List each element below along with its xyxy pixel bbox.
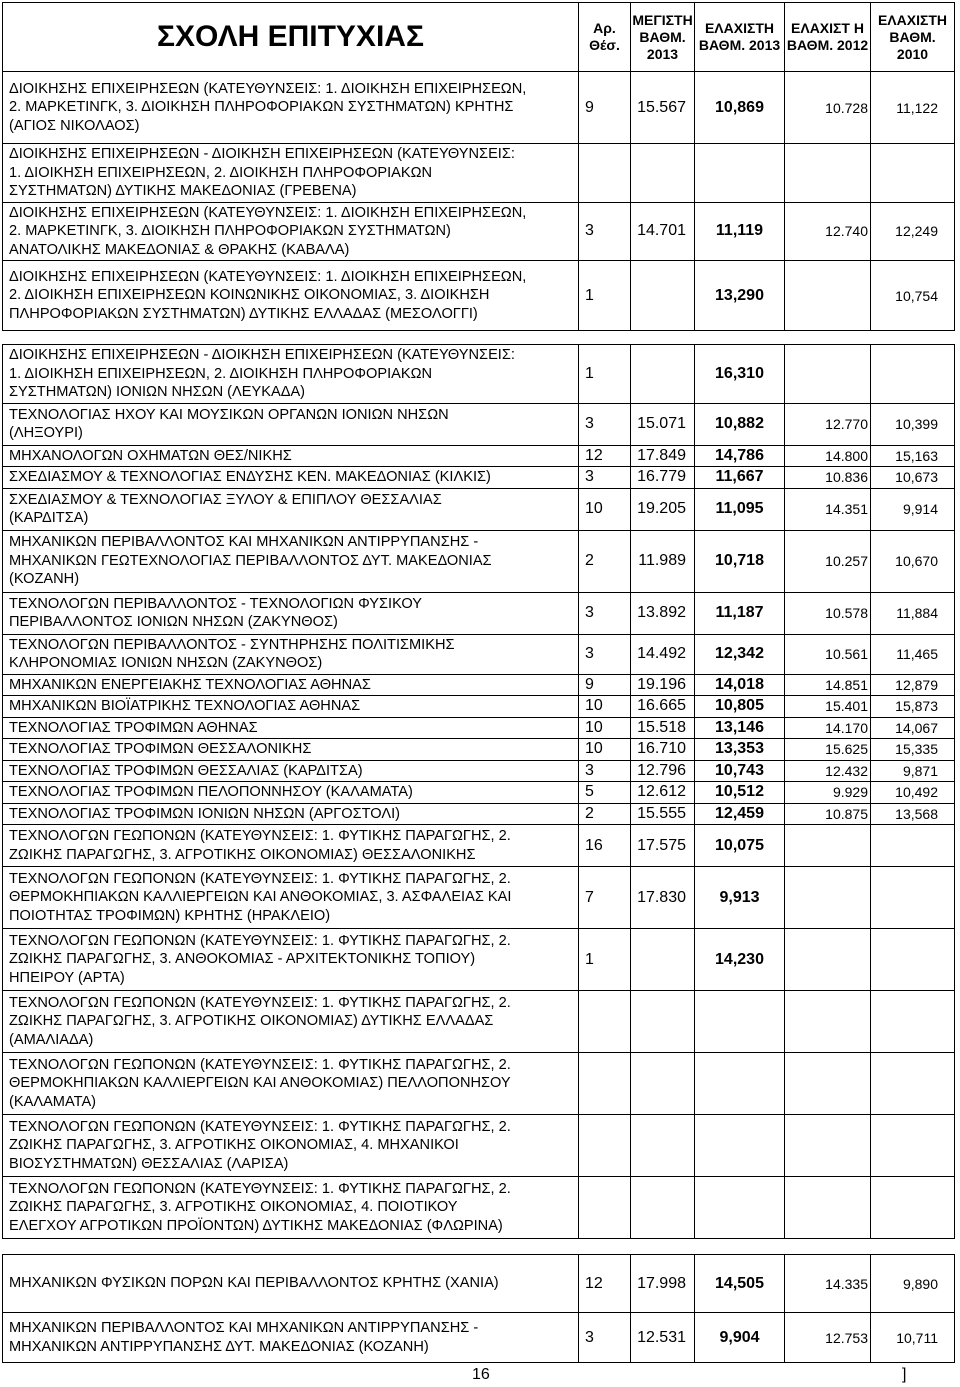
cell-school: ΤΕΧΝΟΛΟΓΩΝ ΠΕΡΙΒΑΛΛΟΝΤΟΣ - ΣΥΝΤΗΡΗΣΗΣ ΠΟΛΙΤΙΣΜΙΚΗΣ ΚΛΗΡΟΝΟΜΙΑΣ ΙΟΝΙΩΝ ΝΗΣΩΝ (ΖΑΚΥΝΘΟΣ) xyxy=(3,634,579,674)
table-row xyxy=(3,261,955,331)
cell-max2013: 14.701 xyxy=(631,202,695,261)
table-row xyxy=(3,674,955,696)
row-gap xyxy=(3,1239,955,1255)
cell-school: ΜΗΧΑΝΙΚΩΝ ΠΕΡΙΒΑΛΛΟΝΤΟΣ ΚΑΙ ΜΗΧΑΝΙΚΩΝ ΑΝΤΙΡΡΥΠΑΝΣΗΣ - ΜΗΧΑΝΙΚΩΝ ΓΕΩΤΕΧΝΟΛΟΓΙΑΣ ΠΕΡΙΒΑΛΛΟΝΤΟΣ ΔΥΤ. ΜΑΚΕΔΟΝΙΑΣ (ΚΟΖΑΝΗ) xyxy=(3,530,579,592)
header-school-title: ΣΧΟΛΗ ΕΠΙΤΥΧΙΑΣ xyxy=(3,3,579,72)
cell-min2012: 10.578 xyxy=(785,592,871,634)
table-row xyxy=(3,696,955,718)
cell-school: ΤΕΧΝΟΛΟΓΩΝ ΓΕΩΠΟΝΩΝ (ΚΑΤΕΥΘΥΝΣΕΙΣ: 1. ΦΥΤΙΚΗΣ ΠΑΡΑΓΩΓΗΣ, 2. ΘΕΡΜΟΚΗΠΙΑΚΩΝ ΚΑΛΛΙΕΡΓΕΙΩΝ ΚΑΙ ΑΝΘΟΚΟΜΙΑΣ, 3. ΑΣΦΑΛΕΙΑΣ ΚΑΙ ΠΟΙΟΤΗΤΑΣ ΤΡΟΦΙΜΩΝ) ΚΡΗΤΗΣ (ΗΡΑΚΛΕΙΟ) xyxy=(3,867,579,929)
cell-min2010: 15,335 xyxy=(871,739,955,761)
cell-min2013: 12,342 xyxy=(695,634,785,674)
cell-school: ΤΕΧΝΟΛΟΓΙΑΣ ΤΡΟΦΙΜΩΝ ΘΕΣΣΑΛΟΝΙΚΗΣ xyxy=(3,739,579,761)
cell-min2010 xyxy=(871,144,955,203)
cell-min2010: 15,873 xyxy=(871,696,955,718)
table-row xyxy=(3,991,955,1053)
cell-rank: 9 xyxy=(579,72,631,144)
cell-min2012: 15.401 xyxy=(785,696,871,718)
table-row xyxy=(3,144,955,203)
cell-max2013: 19.205 xyxy=(631,488,695,530)
table-row xyxy=(3,803,955,825)
cell-min2013: 13,146 xyxy=(695,717,785,739)
cell-min2013: 14,505 xyxy=(695,1255,785,1313)
cell-rank: 1 xyxy=(579,261,631,331)
cell-min2012 xyxy=(785,825,871,867)
cell-rank: 12 xyxy=(579,1255,631,1313)
cell-rank: 3 xyxy=(579,403,631,445)
cell-min2010: 10,711 xyxy=(871,1313,955,1363)
cell-min2012: 14.335 xyxy=(785,1255,871,1313)
cell-max2013 xyxy=(631,144,695,203)
cell-rank: 2 xyxy=(579,803,631,825)
cell-max2013: 13.892 xyxy=(631,592,695,634)
cell-rank: 3 xyxy=(579,760,631,782)
cell-max2013: 19.196 xyxy=(631,674,695,696)
cell-min2012: 12.740 xyxy=(785,202,871,261)
cell-max2013: 16.710 xyxy=(631,739,695,761)
cell-min2010: 10,492 xyxy=(871,782,955,804)
cell-min2013: 10,882 xyxy=(695,403,785,445)
cell-min2012 xyxy=(785,1115,871,1177)
cell-school: ΤΕΧΝΟΛΟΓΩΝ ΓΕΩΠΟΝΩΝ (ΚΑΤΕΥΘΥΝΣΕΙΣ: 1. ΦΥΤΙΚΗΣ ΠΑΡΑΓΩΓΗΣ, 2. ΖΩΙΚΗΣ ΠΑΡΑΓΩΓΗΣ, 3. ΑΓΡΟΤΙΚΗΣ ΟΙΚΟΝΟΜΙΑΣ) ΘΕΣΣΑΛΟΝΙΚΗΣ xyxy=(3,825,579,867)
cell-max2013: 15.518 xyxy=(631,717,695,739)
cell-max2013: 16.779 xyxy=(631,467,695,489)
cell-min2013 xyxy=(695,991,785,1053)
header-rank: Αρ. Θέσ. xyxy=(579,3,631,72)
cell-school: ΤΕΧΝΟΛΟΓΙΑΣ ΗΧΟΥ ΚΑΙ ΜΟΥΣΙΚΩΝ ΟΡΓΑΝΩΝ ΙΟΝΙΩΝ ΝΗΣΩΝ (ΛΗΞΟΥΡΙ) xyxy=(3,403,579,445)
cell-max2013: 17.830 xyxy=(631,867,695,929)
cell-min2012: 12.770 xyxy=(785,403,871,445)
cell-max2013: 17.575 xyxy=(631,825,695,867)
cell-max2013 xyxy=(631,991,695,1053)
cell-rank xyxy=(579,1115,631,1177)
cell-school: ΤΕΧΝΟΛΟΓΙΑΣ ΤΡΟΦΙΜΩΝ ΑΘΗΝΑΣ xyxy=(3,717,579,739)
table-row xyxy=(3,1313,955,1363)
table-row xyxy=(3,739,955,761)
cell-min2013: 9,904 xyxy=(695,1313,785,1363)
cell-school: ΔΙΟΙΚΗΣΗΣ ΕΠΙΧΕΙΡΗΣΕΩΝ (ΚΑΤΕΥΘΥΝΣΕΙΣ: 1. ΔΙΟΙΚΗΣΗ ΕΠΙΧΕΙΡΗΣΕΩΝ, 2. ΜΑΡΚΕΤΙΝΓΚ, 3. ΔΙΟΙΚΗΣΗ ΠΛΗΡΟΦΟΡΙΑΚΩΝ ΣΥΣΤΗΜΑΤΩΝ) ΚΡΗΤΗΣ (ΑΓΙΟΣ ΝΙΚΟΛΑΟΣ) xyxy=(3,72,579,144)
cell-max2013: 12.612 xyxy=(631,782,695,804)
cell-min2010: 9,871 xyxy=(871,760,955,782)
cell-school: ΔΙΟΙΚΗΣΗΣ ΕΠΙΧΕΙΡΗΣΕΩΝ (ΚΑΤΕΥΘΥΝΣΕΙΣ: 1. ΔΙΟΙΚΗΣΗ ΕΠΙΧΕΙΡΗΣΕΩΝ, 2. ΜΑΡΚΕΤΙΝΓΚ, 3. ΔΙΟΙΚΗΣΗ ΠΛΗΡΟΦΟΡΙΑΚΩΝ ΣΥΣΤΗΜΑΤΩΝ) ΑΝΑΤΟΛΙΚΗΣ ΜΑΚΕΔΟΝΙΑΣ & ΘΡΑΚΗΣ (ΚΑΒΑΛΑ) xyxy=(3,202,579,261)
table-row xyxy=(3,634,955,674)
cell-min2010: 11,122 xyxy=(871,72,955,144)
page-bracket: ] xyxy=(902,1366,907,1383)
cell-min2012: 9.929 xyxy=(785,782,871,804)
table-row xyxy=(3,760,955,782)
cell-rank: 3 xyxy=(579,467,631,489)
cell-min2010: 15,163 xyxy=(871,445,955,467)
cell-min2013: 10,743 xyxy=(695,760,785,782)
cell-min2010: 11,465 xyxy=(871,634,955,674)
cell-rank: 7 xyxy=(579,867,631,929)
cell-max2013: 11.989 xyxy=(631,530,695,592)
cell-school: ΤΕΧΝΟΛΟΓΩΝ ΓΕΩΠΟΝΩΝ (ΚΑΤΕΥΘΥΝΣΕΙΣ: 1. ΦΥΤΙΚΗΣ ΠΑΡΑΓΩΓΗΣ, 2. ΘΕΡΜΟΚΗΠΙΑΚΩΝ ΚΑΛΛΙΕΡΓΕΙΩΝ ΚΑΙ ΑΝΘΟΚΟΜΙΑΣ) ΠΕΛΛΟΠΟΝΗΣΟΥ (ΚΑΛΑΜΑΤΑ) xyxy=(3,1053,579,1115)
cell-min2012 xyxy=(785,867,871,929)
cell-school: ΣΧΕΔΙΑΣΜΟΥ & ΤΕΧΝΟΛΟΓΙΑΣ ΕΝΔΥΣΗΣ ΚΕΝ. ΜΑΚΕΔΟΝΙΑΣ (ΚΙΛΚΙΣ) xyxy=(3,467,579,489)
cell-min2010: 9,890 xyxy=(871,1255,955,1313)
cell-min2013: 11,095 xyxy=(695,488,785,530)
header-min-2013: ΕΛΑΧΙΣΤΗ ΒΑΘΜ. 2013 xyxy=(695,3,785,72)
cell-school: ΜΗΧΑΝΙΚΩΝ ΦΥΣΙΚΩΝ ΠΟΡΩΝ ΚΑΙ ΠΕΡΙΒΑΛΛΟΝΤΟΣ ΚΡΗΤΗΣ (ΧΑΝΙΑ) xyxy=(3,1255,579,1313)
cell-rank: 9 xyxy=(579,674,631,696)
cell-max2013: 14.492 xyxy=(631,634,695,674)
cell-school: ΜΗΧΑΝΙΚΩΝ ΠΕΡΙΒΑΛΛΟΝΤΟΣ ΚΑΙ ΜΗΧΑΝΙΚΩΝ ΑΝΤΙΡΡΥΠΑΝΣΗΣ - ΜΗΧΑΝΙΚΩΝ ΑΝΤΙΡΡΥΠΑΝΣΗΣ ΔΥΤ. ΜΑΚΕΔΟΝΙΑΣ (ΚΟΖΑΝΗ) xyxy=(3,1313,579,1363)
cell-school: ΤΕΧΝΟΛΟΓΩΝ ΓΕΩΠΟΝΩΝ (ΚΑΤΕΥΘΥΝΣΕΙΣ: 1. ΦΥΤΙΚΗΣ ΠΑΡΑΓΩΓΗΣ, 2. ΖΩΙΚΗΣ ΠΑΡΑΓΩΓΗΣ, 3. ΑΓΡΟΤΙΚΗΣ ΟΙΚΟΝΟΜΙΑΣ) ΔΥΤΙΚΗΣ ΕΛΛΑΔΑΣ (ΑΜΑΛΙΑΔΑ) xyxy=(3,991,579,1053)
cell-school: ΔΙΟΙΚΗΣΗΣ ΕΠΙΧΕΙΡΗΣΕΩΝ - ΔΙΟΙΚΗΣΗ ΕΠΙΧΕΙΡΗΣΕΩΝ (ΚΑΤΕΥΘΥΝΣΕΙΣ: 1. ΔΙΟΙΚΗΣΗ ΕΠΙΧΕΙΡΗΣΕΩΝ, 2. ΔΙΟΙΚΗΣΗ ΠΛΗΡΟΦΟΡΙΑΚΩΝ ΣΥΣΤΗΜΑΤΩΝ) ΙΟΝΙΩΝ ΝΗΣΩΝ (ΛΕΥΚΑΔΑ) xyxy=(3,345,579,404)
header-min-2010: ΕΛΑΧΙΣΤΗ ΒΑΘΜ. 2010 xyxy=(871,3,955,72)
cell-max2013: 12.531 xyxy=(631,1313,695,1363)
cell-max2013: 15.071 xyxy=(631,403,695,445)
table-row xyxy=(3,72,955,144)
table-row xyxy=(3,1053,955,1115)
cell-min2012 xyxy=(785,144,871,203)
cell-school: ΤΕΧΝΟΛΟΓΙΑΣ ΤΡΟΦΙΜΩΝ ΠΕΛΟΠΟΝΝΗΣΟΥ (ΚΑΛΑΜΑΤΑ) xyxy=(3,782,579,804)
cell-min2010 xyxy=(871,1053,955,1115)
cell-min2010: 10,754 xyxy=(871,261,955,331)
table-row xyxy=(3,782,955,804)
page-number: 16 xyxy=(472,1366,490,1383)
cell-school: ΜΗΧΑΝΙΚΩΝ ΕΝΕΡΓΕΙΑΚΗΣ ΤΕΧΝΟΛΟΓΙΑΣ ΑΘΗΝΑΣ xyxy=(3,674,579,696)
cell-rank xyxy=(579,144,631,203)
cell-min2010 xyxy=(871,929,955,991)
cell-rank: 12 xyxy=(579,445,631,467)
cell-school: ΤΕΧΝΟΛΟΓΩΝ ΓΕΩΠΟΝΩΝ (ΚΑΤΕΥΘΥΝΣΕΙΣ: 1. ΦΥΤΙΚΗΣ ΠΑΡΑΓΩΓΗΣ, 2. ΖΩΙΚΗΣ ΠΑΡΑΓΩΓΗΣ, 3. ΑΓΡΟΤΙΚΗΣ ΟΙΚΟΝΟΜΙΑΣ, 4. ΜΗΧΑΝΙΚΟΙ ΒΙΟΣΥΣΤΗΜΑΤΩΝ) ΘΕΣΣΑΛΙΑΣ (ΛΑΡΙΣΑ) xyxy=(3,1115,579,1177)
cell-min2012: 12.432 xyxy=(785,760,871,782)
cell-min2013: 10,512 xyxy=(695,782,785,804)
cell-min2013 xyxy=(695,1053,785,1115)
cell-min2010 xyxy=(871,867,955,929)
cell-min2013 xyxy=(695,1115,785,1177)
cell-min2010 xyxy=(871,991,955,1053)
table-row xyxy=(3,488,955,530)
cell-max2013: 17.998 xyxy=(631,1255,695,1313)
cell-max2013 xyxy=(631,1177,695,1239)
cell-min2013: 14,230 xyxy=(695,929,785,991)
cell-school: ΜΗΧΑΝΙΚΩΝ ΒΙΟΪΑΤΡΙΚΗΣ ΤΕΧΝΟΛΟΓΙΑΣ ΑΘΗΝΑΣ xyxy=(3,696,579,718)
cell-rank: 3 xyxy=(579,202,631,261)
table-row xyxy=(3,717,955,739)
cell-min2012 xyxy=(785,991,871,1053)
cell-min2013: 14,018 xyxy=(695,674,785,696)
cell-min2013: 13,353 xyxy=(695,739,785,761)
cell-min2012: 14.800 xyxy=(785,445,871,467)
cell-min2010: 10,673 xyxy=(871,467,955,489)
cell-max2013: 16.665 xyxy=(631,696,695,718)
cell-min2013 xyxy=(695,144,785,203)
header-max-2013: ΜΕΓΙΣΤΗ ΒΑΘΜ. 2013 xyxy=(631,3,695,72)
cell-min2013: 10,718 xyxy=(695,530,785,592)
row-gap xyxy=(3,331,955,345)
cell-min2010 xyxy=(871,825,955,867)
cell-min2012: 15.625 xyxy=(785,739,871,761)
cell-school: ΜΗΧΑΝΟΛΟΓΩΝ ΟΧΗΜΑΤΩΝ ΘΕΣ/ΝΙΚΗΣ xyxy=(3,445,579,467)
cell-rank: 10 xyxy=(579,696,631,718)
cell-min2013: 9,913 xyxy=(695,867,785,929)
table-row xyxy=(3,825,955,867)
table-row xyxy=(3,403,955,445)
cell-max2013 xyxy=(631,261,695,331)
table-row xyxy=(3,929,955,991)
cell-min2012: 10.728 xyxy=(785,72,871,144)
table-row xyxy=(3,592,955,634)
table-row xyxy=(3,1177,955,1239)
cell-school: ΤΕΧΝΟΛΟΓΩΝ ΓΕΩΠΟΝΩΝ (ΚΑΤΕΥΘΥΝΣΕΙΣ: 1. ΦΥΤΙΚΗΣ ΠΑΡΑΓΩΓΗΣ, 2. ΖΩΙΚΗΣ ΠΑΡΑΓΩΓΗΣ, 3. ΑΓΡΟΤΙΚΗΣ ΟΙΚΟΝΟΜΙΑΣ, 4. ΠΟΙΟΤΙΚΟΥ ΕΛΕΓΧΟΥ ΑΓΡΟΤΙΚΩΝ ΠΡΟΪΟΝΤΩΝ) ΔΥΤΙΚΗΣ ΜΑΚΕΔΟΝΙΑΣ (ΦΛΩΡΙΝΑ) xyxy=(3,1177,579,1239)
cell-min2013: 11,119 xyxy=(695,202,785,261)
cell-max2013: 12.796 xyxy=(631,760,695,782)
cell-school: ΔΙΟΙΚΗΣΗΣ ΕΠΙΧΕΙΡΗΣΕΩΝ (ΚΑΤΕΥΘΥΝΣΕΙΣ: 1. ΔΙΟΙΚΗΣΗ ΕΠΙΧΕΙΡΗΣΕΩΝ, 2. ΔΙΟΙΚΗΣΗ ΕΠΙΧΕΙΡΗΣΕΩΝ ΚΟΙΝΩΝΙΚΗΣ ΟΙΚΟΝΟΜΙΑΣ, 3. ΔΙΟΙΚΗΣΗ ΠΛΗΡΟΦΟΡΙΑΚΩΝ ΣΥΣΤΗΜΑΤΩΝ) ΔΥΤΙΚΗΣ ΕΛΛΑΔΑΣ (ΜΕΣΟΛΟΓΓΙ) xyxy=(3,261,579,331)
cell-min2013: 10,869 xyxy=(695,72,785,144)
cell-min2013: 11,667 xyxy=(695,467,785,489)
header-min-2012: ΕΛΑΧΙΣΤ Η ΒΑΘΜ. 2012 xyxy=(785,3,871,72)
cell-rank xyxy=(579,991,631,1053)
cell-min2012 xyxy=(785,929,871,991)
cell-school: ΔΙΟΙΚΗΣΗΣ ΕΠΙΧΕΙΡΗΣΕΩΝ - ΔΙΟΙΚΗΣΗ ΕΠΙΧΕΙΡΗΣΕΩΝ (ΚΑΤΕΥΘΥΝΣΕΙΣ: 1. ΔΙΟΙΚΗΣΗ ΕΠΙΧΕΙΡΗΣΕΩΝ, 2. ΔΙΟΙΚΗΣΗ ΠΛΗΡΟΦΟΡΙΑΚΩΝ ΣΥΣΤΗΜΑΤΩΝ) ΔΥΤΙΚΗΣ ΜΑΚΕΔΟΝΙΑΣ (ΓΡΕΒΕΝΑ) xyxy=(3,144,579,203)
cell-min2013 xyxy=(695,1177,785,1239)
cell-min2012: 10.836 xyxy=(785,467,871,489)
table-row xyxy=(3,467,955,489)
cell-rank xyxy=(579,1053,631,1115)
cell-rank: 1 xyxy=(579,929,631,991)
cell-school: ΤΕΧΝΟΛΟΓΙΑΣ ΤΡΟΦΙΜΩΝ ΙΟΝΙΩΝ ΝΗΣΩΝ (ΑΡΓΟΣΤΟΛΙ) xyxy=(3,803,579,825)
cell-min2012: 10.257 xyxy=(785,530,871,592)
cell-max2013 xyxy=(631,1115,695,1177)
cell-rank: 3 xyxy=(579,592,631,634)
cell-rank: 16 xyxy=(579,825,631,867)
cell-min2013: 10,075 xyxy=(695,825,785,867)
cell-max2013: 15.555 xyxy=(631,803,695,825)
cell-min2012 xyxy=(785,1053,871,1115)
cell-rank: 10 xyxy=(579,717,631,739)
cell-min2013: 11,187 xyxy=(695,592,785,634)
cell-rank: 1 xyxy=(579,345,631,404)
cell-min2013: 13,290 xyxy=(695,261,785,331)
cell-rank: 3 xyxy=(579,1313,631,1363)
cell-school: ΤΕΧΝΟΛΟΓΩΝ ΠΕΡΙΒΑΛΛΟΝΤΟΣ - ΤΕΧΝΟΛΟΓΙΩΝ ΦΥΣΙΚΟΥ ΠΕΡΙΒΑΛΛΟΝΤΟΣ ΙΟΝΙΩΝ ΝΗΣΩΝ (ΖΑΚΥΝΘΟΣ) xyxy=(3,592,579,634)
cell-school: ΤΕΧΝΟΛΟΓΙΑΣ ΤΡΟΦΙΜΩΝ ΘΕΣΣΑΛΙΑΣ (ΚΑΡΔΙΤΣΑ) xyxy=(3,760,579,782)
cell-rank: 5 xyxy=(579,782,631,804)
cell-min2012: 12.753 xyxy=(785,1313,871,1363)
cell-min2010 xyxy=(871,1177,955,1239)
cell-min2010: 11,884 xyxy=(871,592,955,634)
table-row xyxy=(3,202,955,261)
cell-max2013 xyxy=(631,929,695,991)
cell-rank: 10 xyxy=(579,488,631,530)
table-body xyxy=(3,72,955,1363)
cell-min2010: 9,914 xyxy=(871,488,955,530)
admissions-table xyxy=(2,2,955,1363)
cell-min2013: 10,805 xyxy=(695,696,785,718)
cell-school: ΤΕΧΝΟΛΟΓΩΝ ΓΕΩΠΟΝΩΝ (ΚΑΤΕΥΘΥΝΣΕΙΣ: 1. ΦΥΤΙΚΗΣ ΠΑΡΑΓΩΓΗΣ, 2. ΖΩΙΚΗΣ ΠΑΡΑΓΩΓΗΣ, 3. ΑΝΘΟΚΟΜΙΑΣ - ΑΡΧΙΤΕΚΤΟΝΙΚΗΣ ΤΟΠΙΟΥ) ΗΠΕΙΡΟΥ (ΑΡΤΑ) xyxy=(3,929,579,991)
table-row xyxy=(3,530,955,592)
table-row xyxy=(3,445,955,467)
cell-min2010 xyxy=(871,345,955,404)
cell-min2012: 14.170 xyxy=(785,717,871,739)
cell-min2010: 10,670 xyxy=(871,530,955,592)
cell-rank: 10 xyxy=(579,739,631,761)
cell-school: ΣΧΕΔΙΑΣΜΟΥ & ΤΕΧΝΟΛΟΓΙΑΣ ΞΥΛΟΥ & ΕΠΙΠΛΟΥ ΘΕΣΣΑΛΙΑΣ (ΚΑΡΔΙΤΣΑ) xyxy=(3,488,579,530)
gap-cell xyxy=(3,1239,955,1255)
cell-min2012: 14.851 xyxy=(785,674,871,696)
cell-min2010: 12,249 xyxy=(871,202,955,261)
cell-min2013: 14,786 xyxy=(695,445,785,467)
gap-cell xyxy=(3,331,955,345)
cell-min2012 xyxy=(785,261,871,331)
table-row xyxy=(3,1255,955,1313)
cell-min2013: 16,310 xyxy=(695,345,785,404)
cell-min2012: 14.351 xyxy=(785,488,871,530)
cell-min2010: 13,568 xyxy=(871,803,955,825)
cell-min2010: 12,879 xyxy=(871,674,955,696)
cell-min2012 xyxy=(785,345,871,404)
cell-max2013: 15.567 xyxy=(631,72,695,144)
table-row xyxy=(3,1115,955,1177)
table-row xyxy=(3,345,955,404)
table-row xyxy=(3,867,955,929)
cell-rank: 2 xyxy=(579,530,631,592)
cell-min2012: 10.561 xyxy=(785,634,871,674)
cell-max2013 xyxy=(631,1053,695,1115)
cell-min2010 xyxy=(871,1115,955,1177)
cell-rank xyxy=(579,1177,631,1239)
cell-rank: 3 xyxy=(579,634,631,674)
cell-min2012: 10.875 xyxy=(785,803,871,825)
cell-min2010: 10,399 xyxy=(871,403,955,445)
cell-max2013: 17.849 xyxy=(631,445,695,467)
cell-min2010: 14,067 xyxy=(871,717,955,739)
cell-min2013: 12,459 xyxy=(695,803,785,825)
header-row xyxy=(3,3,955,72)
cell-max2013 xyxy=(631,345,695,404)
cell-min2012 xyxy=(785,1177,871,1239)
